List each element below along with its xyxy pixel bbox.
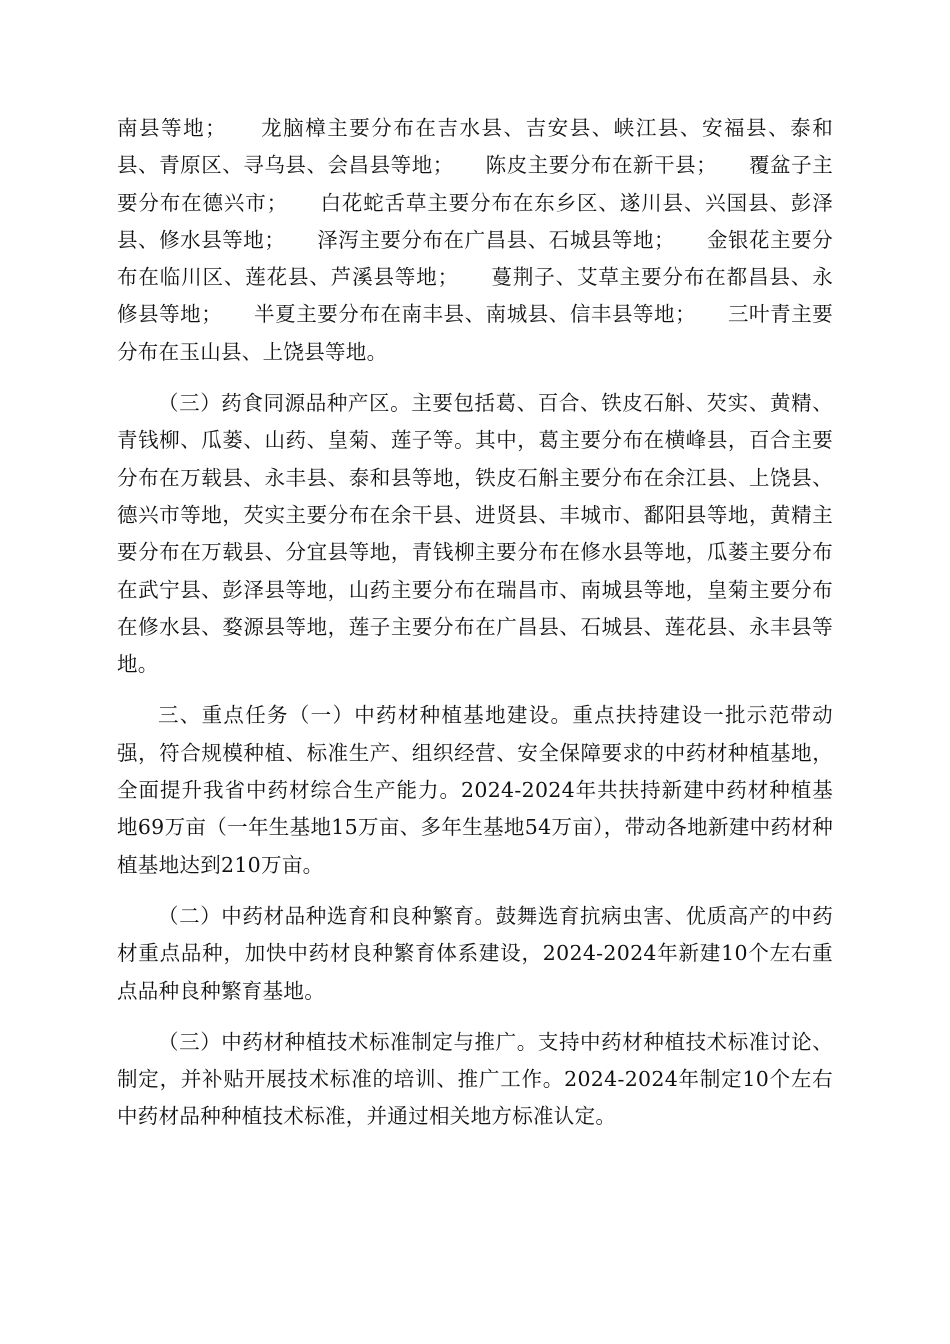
document-page bbox=[117, 110, 833, 1136]
paragraph-technical-standards: （三）中药材种植技术标准制定与推广。支持中药材种植技术标准讨论、制定，并补贴开展技术标准的培训、推广工作。2024-2024年制定10个左右中药材品种种植技术标准，并通过相关地方标准认定。 bbox=[117, 1029, 833, 1129]
paragraph-medicine-food-homology-region: （三）药食同源品种产区。主要包括葛、百合、铁皮石斛、芡实、黄精、青钱柳、瓜蒌、山药、皇菊、莲子等。其中，葛主要分布在横峰县，百合主要分布在万载县、永丰县、泰和县等地，铁皮石斛主要分布在余江县、上饶县、德兴市等地，芡实主要分布在余干县、进贤县、丰城市、鄱阳县等地，黄精主要分布在万载县、分宜县等地，青钱柳主要分布在修水县等地，瓜蒌主要分布在武宁县、彭泽县等地，山药主要分布在瑞昌市、南城县等地，皇菊主要分布在修水县、婺源县等地，莲子主要分布在广昌县、石城县、莲花县、永丰县等地。 bbox=[117, 391, 833, 677]
paragraph-herb-distribution-continued: 南县等地； 龙脑樟主要分布在吉水县、吉安县、峡江县、安福县、泰和县、青原区、寻乌县、会昌县等地； 陈皮主要分布在新干县； 覆盆子主要分布在德兴市； 白花蛇舌草主要分布在东乡区、遂川县、兴国县、彭泽县、修水县等地； 泽泻主要分布在广昌县、石城县等地； 金银花主要分布在临川区、莲花县、芦溪县等地； 蔓荆子、艾草主要分布在都昌县、永修县等地； 半夏主要分布在南丰县、南城县、信丰县等地； 三叶青主要分布在玉山县、上饶县等地。 bbox=[117, 116, 833, 364]
paragraph-key-task-planting-base: 三、重点任务（一）中药材种植基地建设。重点扶持建设一批示范带动强，符合规模种植、标准生产、组织经营、安全保障要求的中药材种植基地，全面提升我省中药材综合生产能力。2024-2024年共扶持新建中药材种植基地69万亩（一年生基地15万亩、多年生基地54万亩），带动各地新建中药材种植基地达到210万亩。 bbox=[117, 703, 833, 877]
paragraph-variety-breeding: （二）中药材品种选育和良种繁育。鼓舞选育抗病虫害、优质高产的中药材重点品种，加快中药材良种繁育体系建设，2024-2024年新建10个左右重点品种良种繁育基地。 bbox=[117, 903, 833, 1003]
